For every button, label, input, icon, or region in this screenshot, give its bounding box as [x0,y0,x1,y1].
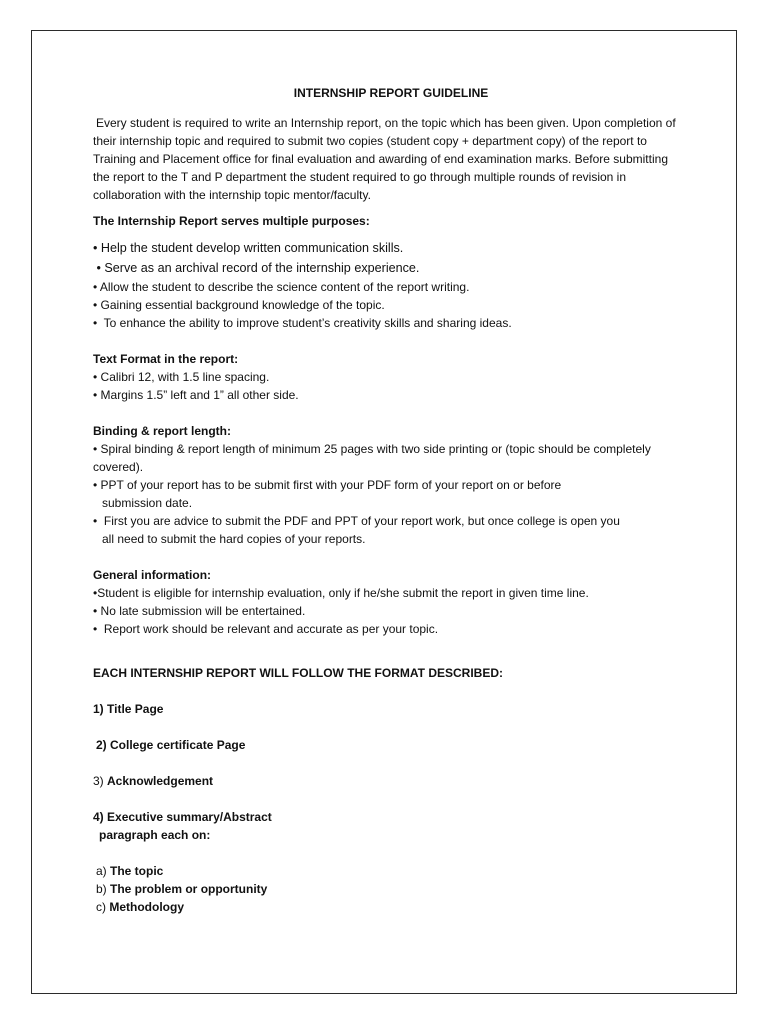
text-format-heading: Text Format in the report: [93,352,239,366]
format-item-subtext: paragraph each on: [99,828,211,842]
format-item-label: Title Page [107,702,164,716]
format-item-certificate [93,736,683,754]
format-item-label: Acknowledgement [107,774,214,788]
format-item-summary [93,808,683,826]
binding-item: • First you are advice to submit the PDF and PPT of your report work, but once college is open you [93,514,620,528]
format-subitem-methodology [93,898,683,916]
purpose-item: • Help the student develop written communication skills. [93,241,404,255]
format-item-acknowledgement [93,772,683,790]
purposes-heading: The Internship Report serves multiple purposes: [93,214,370,228]
subitem-label: The topic [110,864,164,878]
intro-paragraph: Every student is required to write an Internship report, on the topic which has been given. Upon completion of their internship topic and required to submit two copies (student copy + department copy) of the report to Training and Placement office for final evaluation and awarding of end examination marks. Before submitting the report to the T and P department the student required to go through multiple rounds of revision in collaboration with the internship topic mentor/faculty. [93,116,676,202]
purpose-item: • Serve as an archival record of the internship experience. [93,261,420,275]
document-body [93,84,683,916]
format-item-label: College certificate Page [110,738,246,752]
purpose-item: • To enhance the ability to improve student’s creativity skills and sharing ideas. [93,316,512,330]
general-item: • No late submission will be entertained. [93,604,306,618]
subitem-letter: a) [96,864,107,878]
subitem-letter: b) [96,882,107,896]
general-item: •Student is eligible for internship evaluation, only if he/she submit the report in given time line. [93,586,589,600]
text-format-item: • Margins 1.5” left and 1” all other side. [93,388,299,402]
document-title: INTERNSHIP REPORT GUIDELINE [293,86,489,100]
subitem-label: Methodology [109,900,184,914]
format-item-label: Executive summary/Abstract [107,810,272,824]
format-item-number: 3) [93,774,104,788]
format-subitem-problem [93,880,683,898]
binding-item: • PPT of your report has to be submit first with your PDF form of your report on or before [93,478,562,492]
format-item-title-page [93,700,683,718]
general-heading: General information: [93,568,212,582]
format-subitem-topic [93,862,683,880]
binding-heading: Binding & report length: [93,424,231,438]
format-item-number: 1) [93,702,104,716]
purpose-item: • Allow the student to describe the science content of the report writing. [93,280,470,294]
subitem-letter: c) [96,900,106,914]
text-format-item: • Calibri 12, with 1.5 line spacing. [93,370,270,384]
format-item-number: 2) [96,738,107,752]
binding-item: • Spiral binding & report length of minimum 25 pages with two side printing or (topic should be completely covered). [93,442,651,474]
binding-item-continuation: submission date. [102,496,193,510]
format-heading: EACH INTERNSHIP REPORT WILL FOLLOW THE FORMAT DESCRIBED: [93,666,503,680]
subitem-label: The problem or opportunity [110,882,268,896]
general-item: • Report work should be relevant and accurate as per your topic. [93,622,439,636]
binding-item-continuation: all need to submit the hard copies of your reports. [102,532,366,546]
purpose-item: • Gaining essential background knowledge of the topic. [93,298,385,312]
format-item-number: 4) [93,810,104,824]
